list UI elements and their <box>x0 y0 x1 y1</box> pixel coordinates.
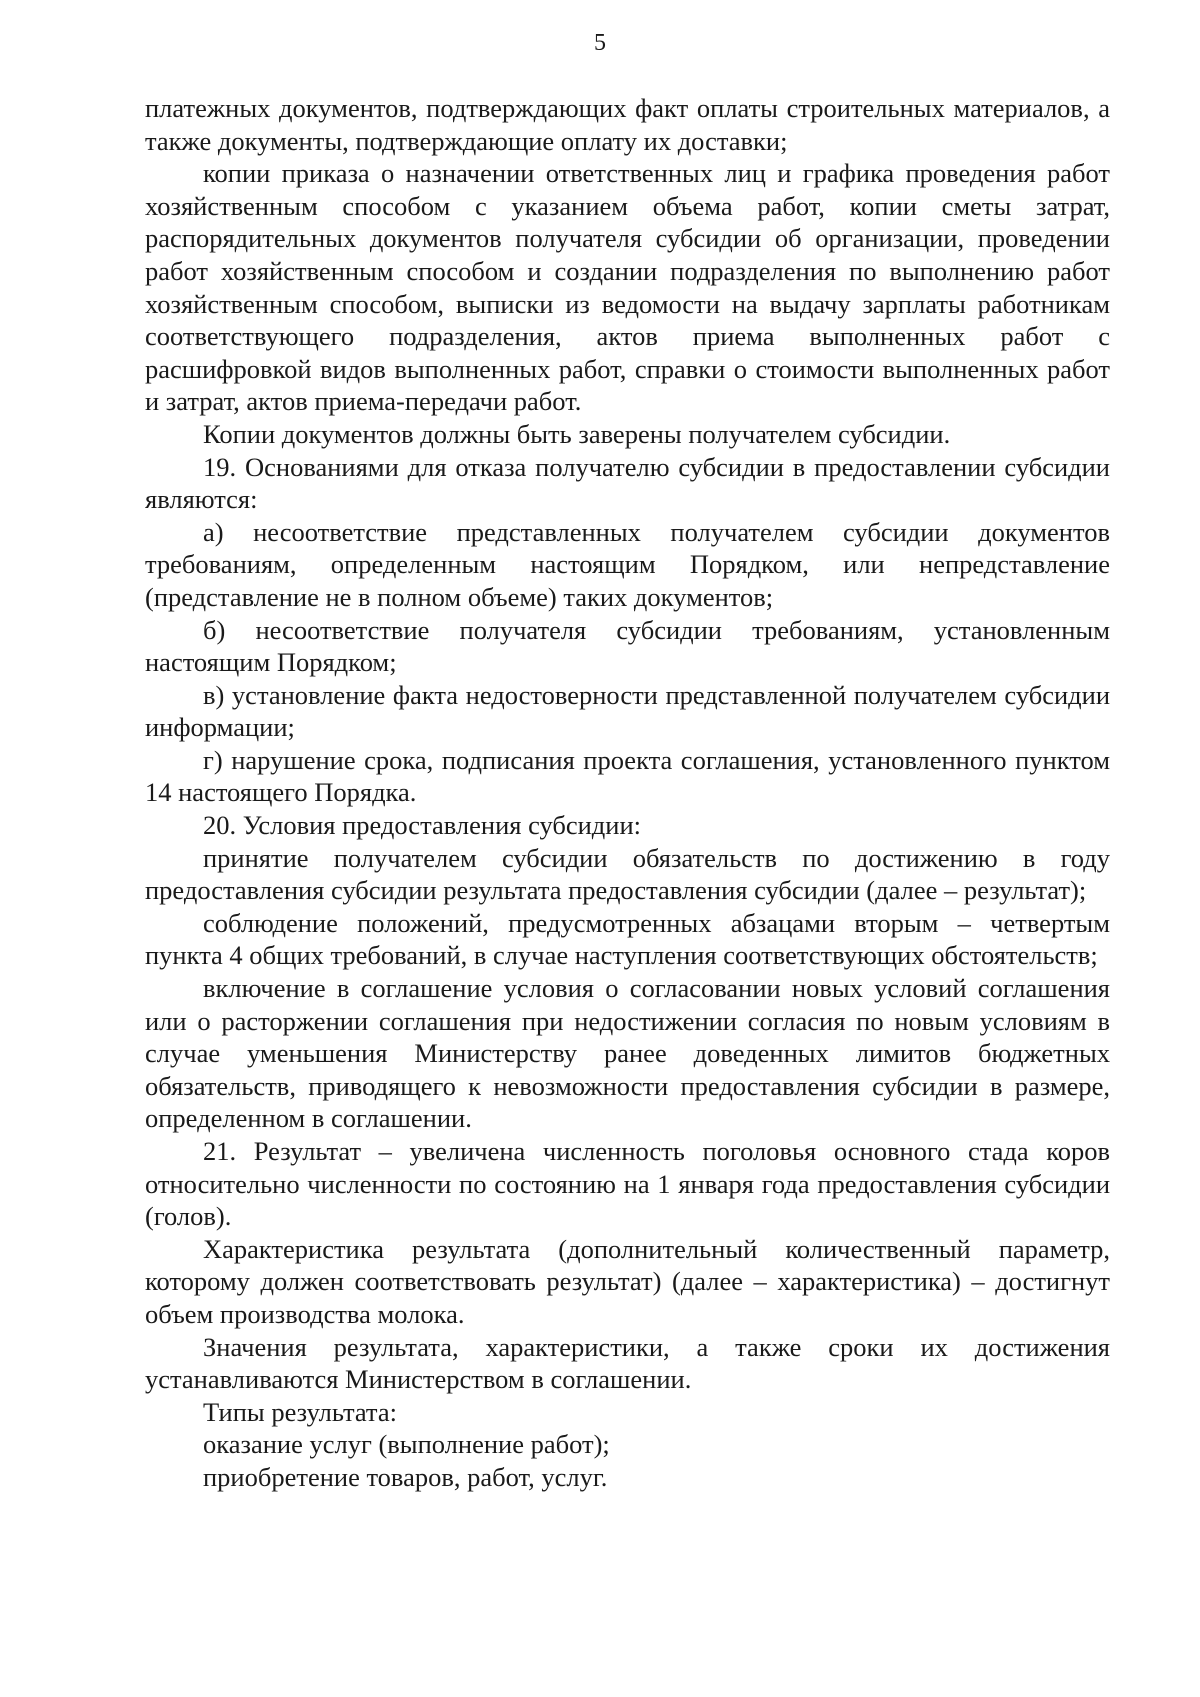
paragraph-values: Значения результата, характеристики, а также сроки их достижения устанавливаются Министерством в соглашении. <box>145 1331 1110 1395</box>
paragraph-19-g: г) нарушение срока, подписания проекта соглашения, установленного пунктом 14 настоящего Порядка. <box>145 744 1110 808</box>
paragraph-19-b: б) несоответствие получателя субсидии требованиям, установленным настоящим Порядком; <box>145 614 1110 678</box>
paragraph-20-heading: 20. Условия предоставления субсидии: <box>203 810 642 841</box>
paragraph-certification: Копии документов должны быть заверены получателем субсидии. <box>203 418 951 449</box>
paragraph-type-services: оказание услуг (выполнение работ); <box>203 1429 610 1460</box>
paragraph-payment-documents: платежных документов, подтверждающих факт оплаты строительных материалов, а также документы, подтверждающие оплату их доставки; <box>145 93 1110 156</box>
paragraph-20-agreement: включение в соглашение условия о согласовании новых условий соглашения или о расторжении соглашения при недостижении согласия по новым условиям в случае уменьшения Министерству ранее доведенных лимитов бюджетных обязательств, приводящего к невозможности предоставления субсидии в размере, определенном в соглашении. <box>145 973 1110 1134</box>
paragraph-order-copies: копии приказа о назначении ответственных лиц и графика проведения работ хозяйственным способом с указанием объема работ, копии сметы затрат, распорядительных документов получателя субсидии об организации, проведении работ хозяйственным способом и создании подразделения по выполнению работ хозяйственным способом, выписки из ведомости на выдачу зарплаты работникам соответствующего подразделения, актов приема выполненных работ с расшифровкой видов выполненных работ, справки о стоимости выполненных работ и затрат, актов приема-передачи работ. <box>145 158 1110 417</box>
page-number: 5 <box>594 30 606 56</box>
paragraph-type-goods: приобретение товаров, работ, услуг. <box>203 1461 608 1492</box>
paragraph-19-v: в) установление факта недостоверности представленной получателем субсидии информации; <box>145 679 1110 743</box>
paragraph-characteristic: Характеристика результата (дополнительный количественный параметр, которому должен соответствовать результат) (далее – характеристика) – достигнут объем производства молока. <box>145 1233 1110 1329</box>
paragraph-21-result: 21. Результат – увеличена численность поголовья основного стада коров относительно численности по состоянию на 1 января года предоставления субсидии (голов). <box>145 1136 1110 1232</box>
paragraph-20-compliance: соблюдение положений, предусмотренных абзацами вторым – четвертым пункта 4 общих требований, в случае наступления соответствующих обстоятельств; <box>145 907 1110 971</box>
paragraph-result-types: Типы результата: <box>203 1396 397 1427</box>
paragraph-20-obligations: принятие получателем субсидии обязательств по достижению в году предоставления субсидии результата предоставления субсидии (далее – результат); <box>145 842 1110 906</box>
paragraph-19-a: а) несоответствие представленных получателем субсидии документов требованиям, определенным настоящим Порядком, или непредставление (представление не в полном объеме) таких документов; <box>145 516 1110 612</box>
paragraph-19-heading: 19. Основаниями для отказа получателю субсидии в предоставлении субсидии являются: <box>145 451 1110 515</box>
document-body <box>145 92 1110 1494</box>
